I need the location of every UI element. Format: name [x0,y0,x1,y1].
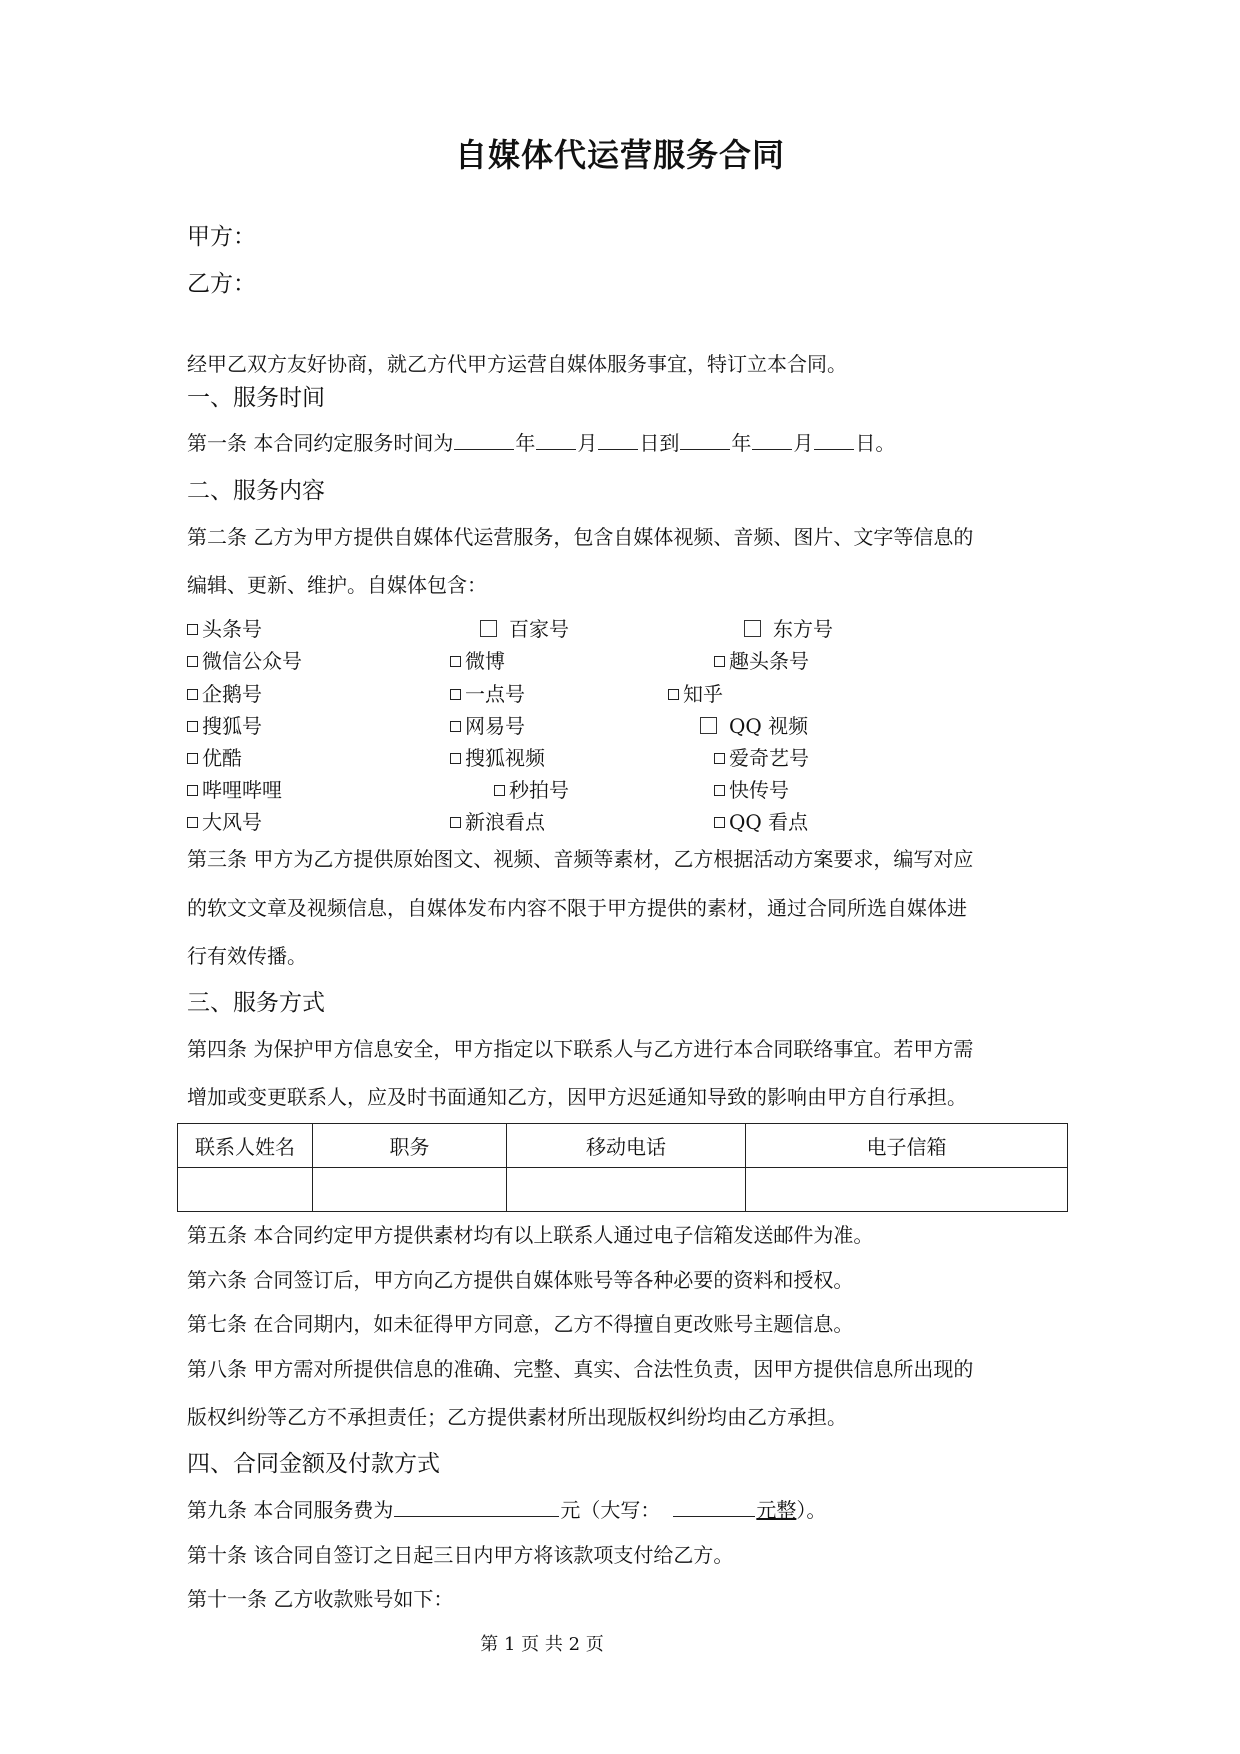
checkbox-icon[interactable] [187,689,198,700]
article-10: 第十条 该合同自签订之日起三日内甲方将该款项支付给乙方。 [187,1543,734,1567]
party-b-label: 乙方： [187,271,256,297]
document-title: 自媒体代运营服务合同 [454,136,785,174]
checkbox-icon[interactable] [450,689,461,700]
day-label-2: 日。 [855,431,896,455]
checkbox-icon[interactable] [187,817,198,828]
table-cell[interactable] [313,1168,507,1212]
section-heading-4: 四、合同金额及付款方式 [187,1451,440,1477]
article-11: 第十一条 乙方收款账号如下： [187,1587,454,1611]
article-8-line-2: 版权纠纷等乙方不承担责任；乙方提供素材所出现版权纠纷均由乙方承担。 [187,1405,847,1429]
platform-checkbox[interactable]: 秒拍号 [494,774,569,803]
platform-checkbox[interactable]: 微信公众号 [187,645,302,674]
intro-paragraph: 经甲乙双方友好协商，就乙方代甲方运营自媒体服务事宜，特订立本合同。 [187,352,847,376]
checkbox-icon[interactable] [714,785,725,796]
checkbox-icon[interactable] [714,656,725,667]
platform-checkbox[interactable]: 知乎 [668,678,723,707]
table-header: 职务 [313,1124,507,1168]
platform-checkbox[interactable]: QQ 看点 [714,806,808,835]
page-number-footer: 第 1 页 共 2 页 [480,1634,604,1655]
checkbox-icon[interactable] [450,753,461,764]
checkbox-icon[interactable] [187,656,198,667]
article-3-line-1: 第三条 甲方为乙方提供原始图文、视频、音频等素材，乙方根据活动方案要求，编写对应 [187,847,974,871]
platform-checkbox[interactable]: 大风号 [187,806,262,835]
day-blank[interactable] [598,448,638,450]
article-1-text: 第一条 本合同约定服务时间为 [187,431,454,455]
section-heading-1: 一、服务时间 [187,385,325,411]
day-blank-2[interactable] [814,448,854,450]
article-2-line-2: 编辑、更新、维护。自媒体包含： [187,573,487,597]
platform-checkbox[interactable]: QQ 视频 [700,710,808,739]
article-4-line-2: 增加或变更联系人，应及时书面通知乙方，因甲方迟延通知导致的影响由甲方自行承担。 [187,1085,967,1109]
fee-blank[interactable] [394,1515,559,1517]
day-to-label: 日到 [639,431,680,455]
contact-table [177,1123,1068,1212]
platform-checkbox[interactable]: 搜狐视频 [450,742,545,771]
platform-checkbox[interactable]: 微博 [450,645,505,674]
platform-checkbox[interactable]: 搜狐号 [187,710,262,739]
table-header: 联系人姓名 [178,1124,313,1168]
section-heading-2: 二、服务内容 [187,478,325,504]
yuan-whole-label: 元整 [756,1498,797,1522]
article-3-line-3: 行有效传播。 [187,944,307,968]
article-1 [187,427,895,456]
year-blank-2[interactable] [680,448,730,450]
checkbox-icon[interactable] [494,785,505,796]
article-8-line-1: 第八条 甲方需对所提供信息的准确、完整、真实、合法性负责，因甲方提供信息所出现的 [187,1357,974,1381]
article-9-end: ）。 [796,1498,827,1522]
checkbox-icon[interactable] [450,721,461,732]
platform-checkbox[interactable]: 优酷 [187,742,242,771]
checkbox-icon[interactable] [450,817,461,828]
checkbox-icon[interactable] [700,717,717,734]
article-5: 第五条 本合同约定甲方提供素材均有以上联系人通过电子信箱发送邮件为准。 [187,1223,874,1247]
month-blank[interactable] [536,448,576,450]
yuan-label: 元（大写： [560,1498,661,1522]
article-3-line-2: 的软文文章及视频信息，自媒体发布内容不限于甲方提供的素材，通过合同所选自媒体进 [187,896,967,920]
checkbox-icon[interactable] [714,753,725,764]
article-9-text: 第九条 本合同服务费为 [187,1498,394,1522]
table-header: 电子信箱 [746,1124,1068,1168]
checkbox-icon[interactable] [187,785,198,796]
month-label: 月 [577,431,598,455]
article-2-line-1: 第二条 乙方为甲方提供自媒体代运营服务，包含自媒体视频、音频、图片、文字等信息的 [187,525,974,549]
year-label-2: 年 [731,431,752,455]
month-label-2: 月 [793,431,814,455]
platform-checkbox[interactable]: 新浪看点 [450,806,545,835]
platform-checkbox[interactable]: 一点号 [450,678,525,707]
article-4-line-1: 第四条 为保护甲方信息安全，甲方指定以下联系人与乙方进行本合同联络事宜。若甲方需 [187,1037,974,1061]
checkbox-icon[interactable] [450,656,461,667]
fee-words-blank[interactable] [673,1515,755,1517]
table-cell[interactable] [178,1168,313,1212]
year-label: 年 [515,431,536,455]
checkbox-icon[interactable] [744,620,761,637]
checkbox-icon[interactable] [714,817,725,828]
party-a-label: 甲方： [187,224,256,250]
section-heading-3: 三、服务方式 [187,990,325,1016]
table-header: 移动电话 [507,1124,746,1168]
platform-checkbox[interactable]: 哔哩哔哩 [187,774,282,803]
article-9 [187,1494,826,1523]
table-cell[interactable] [507,1168,746,1212]
platform-checkbox[interactable]: 企鹅号 [187,678,262,707]
year-blank[interactable] [454,448,514,450]
platform-checkbox[interactable]: 网易号 [450,710,525,739]
checkbox-icon[interactable] [187,624,198,635]
checkbox-icon[interactable] [187,753,198,764]
platform-checkbox[interactable]: 东方号 [744,613,833,642]
table-cell[interactable] [746,1168,1068,1212]
checkbox-icon[interactable] [480,620,497,637]
platform-checkbox[interactable]: 头条号 [187,613,262,642]
platform-checkbox[interactable]: 爱奇艺号 [714,742,809,771]
table-row [178,1168,1068,1212]
checkbox-icon[interactable] [668,689,679,700]
platform-checkbox[interactable]: 快传号 [714,774,789,803]
article-7: 第七条 在合同期内，如未征得甲方同意，乙方不得擅自更改账号主题信息。 [187,1312,854,1336]
article-6: 第六条 合同签订后，甲方向乙方提供自媒体账号等各种必要的资料和授权。 [187,1268,854,1292]
platform-checkbox[interactable]: 趣头条号 [714,645,809,674]
month-blank-2[interactable] [752,448,792,450]
checkbox-icon[interactable] [187,721,198,732]
platform-checkbox[interactable]: 百家号 [480,613,569,642]
table-header-row [178,1124,1068,1168]
